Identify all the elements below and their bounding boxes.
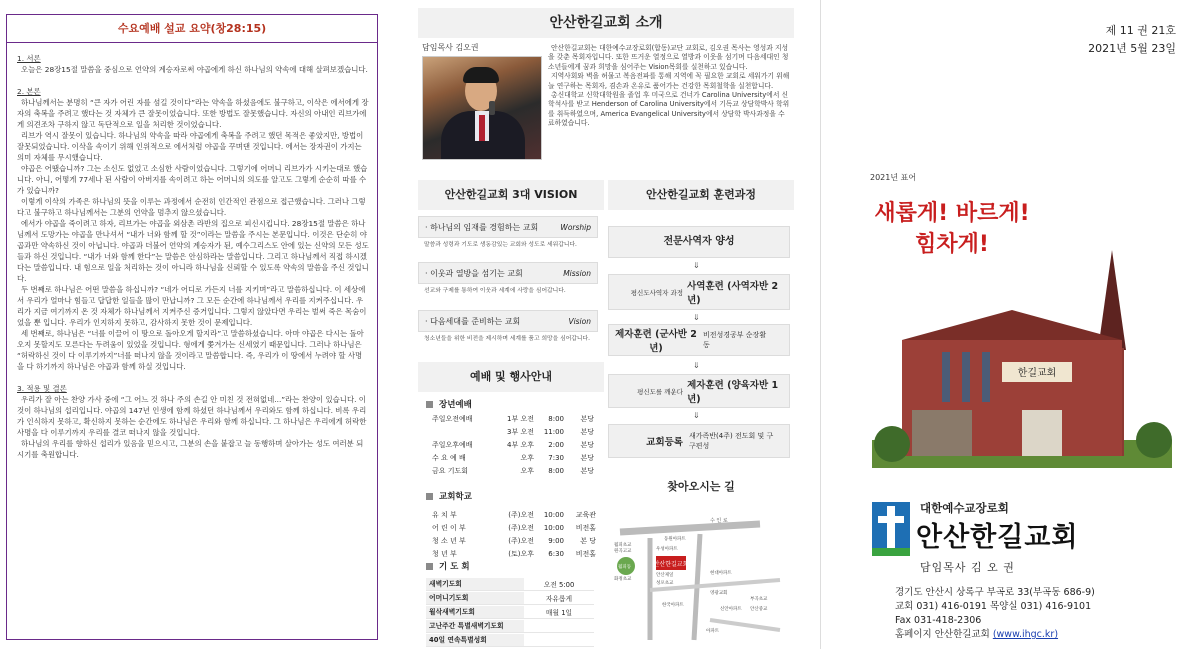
vision-desc: 선교와 구제를 통하여 이웃과 세계에 사랑을 심어갑니다.	[424, 288, 566, 294]
vision-title: 안산한길교회 3대 VISION	[418, 180, 604, 210]
intro-title: 안산한길교회 소개	[418, 8, 794, 38]
year-motto-label: 2021년 표어	[870, 173, 917, 182]
homepage: 홈페이지 안산한길교회 (www.ihgc.kr)	[895, 629, 1059, 640]
svg-text:우성아파트: 우성아파트	[656, 547, 678, 552]
issue-info	[1060, 22, 1176, 58]
paragraph: 안산한길교회는 대한예수교장로회(합동)교단 교회로, 김오권 목사는 영성과 지성을 갖춘 목회자입니다. 또한 뜨거운 열정으로 열방과 이웃을 섬기며 다음세대인 청소년들에게 꿈과 희망을 심어주는 Vision목회를 실천하고 있습니다.	[548, 44, 789, 71]
svg-text:안산중교: 안산중교	[750, 607, 768, 612]
vision-item	[418, 216, 598, 252]
location-map	[610, 510, 790, 644]
svg-text:성포초교: 성포초교	[656, 581, 674, 586]
church-sign: 한길교회	[1017, 368, 1057, 379]
vision-label: · 하나님의 임재를 경험하는 교회	[425, 222, 539, 232]
vision-desc: 말씀과 성령과 기도로 생동감있는 교회와 성도로 세워갑니다.	[424, 242, 577, 248]
down-arrow-icon: ⇓	[693, 313, 700, 322]
paragraph: 세 번째로, 하나님은 “너를 이끌어 이 땅으로 돌아오게 할지라”고 말씀하셨습니다. 아마 야곱은 다시는 돌아오지 못할지도 모른다는 두려움이 있었을 것입니다. 형에게 쫓겨가는 신세였기 때문입니다. 그러나 하나님은 “허락하신 것이 다 이루기까지”너를 떠나지 않을 것이라고 말씀합니다. 즉, 우리가 이 땅에서 누려야 할 사명을 다 하기까지 하나님은 야곱과 함께 하실 것입니다.	[17, 329, 364, 371]
sermon-title: 수요예배 설교 요약(창28:15)	[7, 15, 377, 43]
sermon-panel	[6, 14, 378, 640]
prayer-row: 고난주간 특별새벽기도회	[426, 620, 594, 633]
svg-text:한국아파트: 한국아파트	[662, 603, 684, 608]
svg-text:아파트: 아파트	[706, 629, 720, 634]
svg-text:동원아파트: 동원아파트	[664, 537, 686, 542]
church-building-image	[872, 240, 1172, 468]
worship-group-head: 장년예배	[426, 398, 472, 410]
contact-info	[895, 586, 1095, 642]
paragraph: 하나님께서는 분명히 “큰 자가 어린 자를 섬길 것이다”라는 약속을 하셨음에도 불구하고, 이삭은 에서에게 장자의 축복을 주려고 했다는 것 자체가 큰 잘못이었습니다. 또한 방법도 잘못했습니다. 자신의 아내인 리브가에게 의견조차 구하지 않고 독단적으로 일을 처리한 것이었습니다.	[17, 98, 369, 129]
prayer-row: 새벽기도회 오전 5:00	[426, 578, 594, 591]
training-step: 제자훈련 (군사반 2년) 비전성경공부 순장활동	[608, 324, 790, 356]
vision-en: Worship	[560, 222, 591, 232]
paragraph: 지역사회와 벽을 허물고 복음전파를 통해 지역에 꼭 필요한 교회로 세워가기 위해 늘 연구하는 목회자, 겸손과 온유로 품어가는 건강한 목회철학을 실천합니다.	[548, 72, 790, 90]
training-title: 안산한길교회 훈련과정	[608, 180, 794, 210]
vision-en: Mission	[563, 268, 591, 278]
prayer-row: 어머니기도회 자유롭게	[426, 592, 594, 605]
training-step: 전문사역자 양성	[608, 226, 790, 258]
paragraph: 오늘은 28장15절 말씀을 중심으로 언약의 계승자로써 야곱에게 하신 하나님의 약속에 대해 살펴보겠습니다.	[21, 65, 368, 74]
paragraph: 이렇게 이삭의 가족은 하나님의 뜻을 이루는 과정에서 순전히 인간적인 관점으로 접근했습니다. 그러나 그렇다고 불구하고 하나님께서는 그분의 언약을 멈추지 않으셨습니다.	[17, 197, 366, 217]
svg-text:수 인 로: 수 인 로	[710, 518, 728, 524]
pastor-name: 담임목사 김 오 권	[920, 561, 1015, 574]
pastor-label: 담임목사 김오권	[422, 43, 479, 52]
address: 경기도 안산시 상록구 부곡로 33(부곡동 686-9)	[895, 587, 1095, 598]
vision-en: Vision	[568, 316, 591, 326]
down-arrow-icon: ⇓	[693, 411, 700, 420]
church-name: 안산한길교회	[916, 522, 1079, 553]
school-table: 유 치 부 (주)오전 10:00 교육관 어 린 이 부 (주)오전 10:00 비전홀 청 소 년 부 (주)오전 9:00 본 당 청 년 부 (토)오후 6:30 비전홀	[432, 510, 596, 558]
training-step: 평신도를 깨운다 제자훈련 (양육자반 1년)	[608, 374, 790, 408]
fax: Fax 031-418-2306	[895, 615, 982, 626]
svg-text:화정초교: 화정초교	[614, 577, 632, 582]
vision-label: · 다음세대를 준비하는 교회	[425, 316, 521, 326]
down-arrow-icon: ⇓	[693, 361, 700, 370]
sermon-section	[17, 86, 369, 372]
training-step: 평신도사역자 과정 사역훈련 (사역자반 2년)	[608, 274, 790, 310]
worship-title: 예배 및 행사안내	[418, 362, 604, 392]
svg-text:원곡고교: 원곡고교	[614, 549, 632, 554]
paragraph: 야곱은 어땠습니까? 그는 소신도 없었고 소심한 사람이었습니다. 그렇기에 어머니 리브가가 시키는대로 했습니다. 아니, 어떻게 77세나 된 사람이 아버지를 속이려고 하는 어머니의 의도를 알고도 그렇게 순순히 따를 수가 있습니까?	[17, 164, 368, 195]
prayer-row: 40일 연속특별성회	[426, 634, 594, 647]
sermon-section	[17, 383, 369, 460]
vision-label: · 이웃과 열방을 섬기는 교회	[425, 268, 523, 278]
map-church-label: 안산한길교회	[653, 561, 689, 568]
vision-item	[418, 310, 598, 346]
paragraph: 두 번째로 하나님은 어떤 말씀을 하십니까? “네가 어디로 가든지 너를 지키며”라고 말씀하십니다. 이 세상에서 우리가 얼마나 힘들고 답답한 일들을 많이 만납니까? 그 모든 순간에 하나님께서 우리를 지켜주십니다. 우리가 지금 여기까지 온 것 자체가 하나님께서 지켜주신 증거입니다. 그렇지 않았다면 우리는 벌써 죽은 목숨이었을 뿐 입니다. 우리가 인지하지 못하고, 감사하지 못한 것이 문제입니다.	[17, 285, 367, 327]
fold-divider	[820, 0, 821, 649]
svg-text:영광교회: 영광교회	[710, 591, 728, 596]
phone: 교회 031) 416-0191 목양실 031) 416-9101	[895, 601, 1092, 612]
paragraph: 하나님의 우리를 향하신 섭리가 있음을 믿으시고, 그분의 손을 붙잡고 늘 동행하며 살아가는 성도 여러분 되시기를 축원합니다.	[17, 439, 364, 459]
section-heading: 2. 본론	[17, 87, 41, 96]
worship-group-head: 기 도 회	[426, 560, 470, 572]
svg-text:신안아파트: 신안아파트	[720, 607, 742, 612]
worship-group-head: 교회학교	[426, 490, 472, 502]
sermon-body	[7, 43, 377, 460]
section-heading: 3. 적용 및 결론	[17, 384, 67, 393]
middle-panel	[418, 0, 794, 649]
paragraph: 총신대학교 신학대학원을 졸업 후 미국으로 건너가 Carolina University에서 신학석사를 받고 Henderson of Carolina University에서 기독교 상담학박사 학위를 취득하였으며, America Evangelical University에서 상담학 박사과정을 수료하였습니다.	[548, 91, 790, 128]
issue-date: 2021년 5월 23일	[1088, 42, 1176, 55]
svg-text:부곡초교: 부곡초교	[750, 597, 768, 602]
pastor-photo	[422, 56, 542, 160]
paragraph: 우리가 잘 아는 찬양 가사 중에 “그 어느 것 하나 주의 손길 안 미친 것 전혀없네...”라는 찬양이 있습니다. 이것이 하나님의 섭리입니다. 야곱의 147년 인생에 함께 하셨던 하나님께서 우리와도 함께 하십니다. 비록 우리가 인식하지 못하고, 확신하지 못하는 순간에도 하나님은 우리와 함께 하십니다. 그 하나님은 우리에게 허락한 사명을 다 이루기까지 우리를 결코 떠나지 않을 것입니다.	[17, 395, 367, 437]
svg-text:월피초교: 월피초교	[614, 543, 632, 548]
paragraph: 리브가 역시 잘못이 있습니다. 하나님의 약속을 따라 야곱에게 축복을 주려고 했던 목적은 좋았지만, 방법이 잘못되었습니다. 이삭을 속이기 위해 인위적으로 에서처럼 야곱을 꾸며댄 것입니다. 에서는 장자권이 가지는 의미 자체를 무시했습니다.	[17, 131, 364, 162]
vision-desc: 청소년들을 위한 비전을 제시하며 세계를 품고 희망을 심어갑니다.	[424, 336, 590, 342]
prayer-row: 월삭새벽기도회 매월 1일	[426, 606, 594, 619]
denomination: 대한예수교장로회	[920, 501, 1009, 515]
svg-text:현대아파트: 현대아파트	[710, 571, 732, 576]
paragraph: 에서가 야곱을 죽이려고 하자, 리브가는 야곱을 외삼촌 라반의 집으로 피신시킵니다. 28장15절 말씀은 하나님께서 도망가는 야곱을 만나셔서 “내가 너와 함께 할 것”이라는 말씀을 주시는 본문입니다. 이것은 단순히 야곱과만 약속하신 것이 아닙니다. 야곱과 더불어 언약의 계승자가 된, 예수그리스도 안에 있는 신약의 모든 성도들과 하신 것입니다. “내가 너와 함께 한다”는 말씀은 안심하라는 말씀입니다. 그리고 하나님께서 직접 하시겠다는 말씀입니다. 내 힘으로 일을 처리하는 것이 아니라 하나님을 신뢰할 수 있도록 약속의 말씀을 주신 것입니다.	[17, 219, 369, 283]
volume-number: 제 11 권 21호	[1105, 24, 1176, 37]
worship-table: 주일오전예배 1부 오전 8:00 본당 3부 오전 11:00 본당 주일오후예배 4부 오후 2:00 본당 수 요 예 배 오후 7:30 본당 금요 기도회 오후 8:00 본당	[432, 414, 594, 475]
intro-text	[548, 44, 790, 129]
training-step: 교회등록 새가족반(4주) 전도회 및 구 구편성	[608, 424, 790, 458]
down-arrow-icon: ⇓	[693, 261, 700, 270]
map-title: 찾아오시는 길	[667, 480, 735, 493]
vision-item	[418, 262, 598, 298]
svg-text:월피동: 월피동	[618, 565, 632, 570]
sermon-section	[17, 53, 369, 75]
svg-text:안산제일: 안산제일	[656, 573, 674, 578]
section-heading: 1. 서론	[17, 54, 41, 63]
motto-line-2: 힘차게!	[915, 232, 989, 257]
motto-line-1: 새롭게! 바르게!	[874, 201, 1030, 226]
church-logo-icon	[872, 502, 910, 556]
homepage-link[interactable]: (www.ihgc.kr)	[992, 629, 1059, 640]
